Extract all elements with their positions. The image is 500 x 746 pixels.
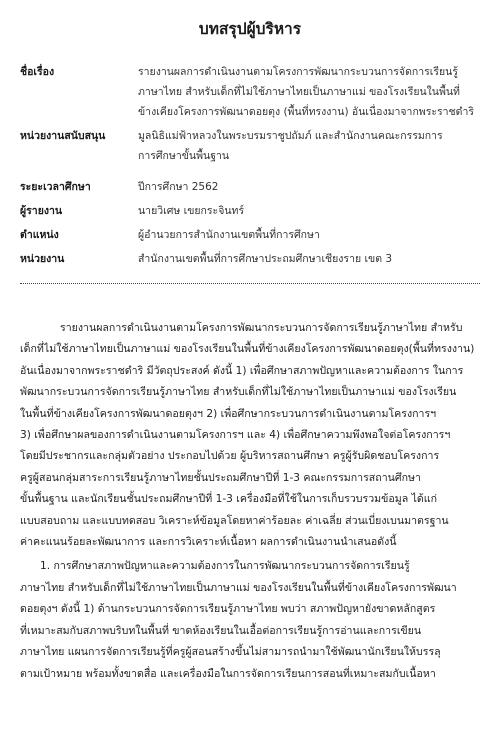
paragraph-line: ดอยตุงฯ ดังนี้ 1) ด้านกระบวนการจัดการเรียนรู้ภาษาไทย พบว่า สภาพปัญหายังขาดหลักสูตร	[20, 603, 436, 616]
paragraph-line: ในพื้นที่ข้างเคียงโครงการพัฒนาดอยตุงฯ 2) เพื่อศึกษากระบวนการดำเนินงานตามโครงการฯ	[20, 407, 437, 420]
meta-value	[138, 201, 498, 221]
meta-label: หน่วยงาน	[20, 253, 65, 265]
meta-value-line: ภาษาไทย สำหรับเด็กที่ไม่ใช้ภาษาไทยเป็นภาษาแม่ ของโรงเรียนในพื้นที่	[138, 86, 460, 98]
paragraph-line: ตามเป้าหมาย พร้อมทั้งขาดสื่อ และเครื่องมือในการจัดการเรียนการสอนที่เหมาะสมกับเนื้อหา	[20, 667, 436, 680]
paragraph-line: โดยมีประชากรและกลุ่มตัวอย่าง ประกอบไปด้วย ผู้บริหารสถานศึกษา ครูผู้รับผิดชอบโครงการ	[20, 450, 440, 463]
findings-paragraph	[20, 556, 480, 684]
paragraph-line: ครูผู้สอนกลุ่มสาระการเรียนรู้ภาษาไทยชั้นประถมศึกษาปีที่ 1-3 คณะกรรมการสถานศึกษา	[20, 471, 421, 484]
meta-value-line: การศึกษาขั้นพื้นฐาน	[138, 150, 230, 162]
meta-value	[138, 225, 498, 245]
meta-value	[138, 126, 498, 166]
meta-label: ชื่อเรื่อง	[20, 66, 55, 78]
dotted-divider	[20, 283, 480, 284]
paragraph-line: พัฒนากระบวนการจัดการเรียนรู้ภาษาไทย สำหรับเด็กที่ไม่ใช้ภาษาไทยเป็นภาษาแม่ ของโรงเรียน	[20, 386, 457, 399]
meta-value-line: นายวิเศษ เขยกระจินทร์	[138, 205, 245, 217]
meta-value	[138, 62, 498, 122]
meta-label: ผู้รายงาน	[20, 205, 63, 217]
meta-value	[138, 177, 498, 197]
meta-label: หน่วยงานสนับสนุน	[20, 130, 106, 142]
paragraph-line: 1. การศึกษาสภาพปัญหาและความต้องการในการพัฒนากระบวนการจัดการเรียนรู้	[40, 560, 410, 573]
paragraph-line: ที่เหมาะสมกับสภาพบริบทในพื้นที่ ขาดห้องเรียนในเอื้อต่อการเรียนรู้การอ่านและการเขียน	[20, 624, 422, 637]
paragraph-line: อันเนื่องมาจากพระราชดำริ มีวัตถุประสงค์ ดังนี้ 1) เพื่อศึกษาสภาพปัญหาและความต้องการ ในการ	[20, 364, 464, 377]
page-title: บทสรุปผู้บริหาร	[198, 19, 302, 38]
paragraph-line: ค่าคะแนนร้อยละพัฒนาการ และการวิเคราะห์เนื้อหา ผลการดำเนินงานนำเสนอดังนี้	[20, 536, 397, 549]
paragraph-line: ภาษาไทย แผนการจัดการเรียนรู้ที่ครูผู้สอนสร้างขึ้นไม่สามารถนำมาใช้พัฒนานักเรียนให้บรรลุ	[20, 646, 441, 659]
summary-body	[20, 318, 480, 685]
paragraph-line: เด็กที่ไม่ใช้ภาษาไทยเป็นภาษาแม่ ของโรงเรียนในพื้นที่ข้างเคียงโครงการพัฒนาดอยตุง(พื้นที่ทรงงาน)	[20, 343, 475, 356]
meta-value-line: ผู้อำนวยการสำนักงานเขตพื้นที่การศึกษา	[138, 229, 320, 241]
meta-value-line: มูลนิธิแม่ฟ้าหลวงในพระบรมราชูปถัมภ์ และสำนักงานคณะกรรมการ	[138, 130, 443, 142]
meta-value-line: ปีการศึกษา 2562	[138, 181, 219, 193]
meta-value	[138, 249, 498, 269]
paragraph-line: รายงานผลการดำเนินงานตามโครงการพัฒนากระบวนการจัดการเรียนรู้ภาษาไทย สำหรับ	[60, 322, 463, 334]
summary-paragraph	[20, 318, 480, 553]
paragraph-line: ภาษาไทย สำหรับเด็กที่ไม่ใช้ภาษาไทยเป็นภาษาแม่ ของโรงเรียนในพื้นที่ข้างเคียงโครงการพัฒนา	[20, 581, 457, 594]
paragraph-line: 3) เพื่อศึกษาผลของการดำเนินงานตามโครงการฯ และ 4) เพื่อศึกษาความพึงพอใจต่อโครงการฯ	[20, 429, 451, 442]
paragraph-line: ขั้นพื้นฐาน และนักเรียนชั้นประถมศึกษาปีที่ 1-3 เครื่องมือที่ใช้ในการเก็บรวบรวมข้อมูล ได้แก่	[20, 493, 438, 506]
meta-value-line: รายงานผลการดำเนินงานตามโครงการพัฒนากระบวนการจัดการเรียนรู้	[138, 66, 458, 78]
paragraph-line: แบบสอบถาม และแบบทดสอบ วิเคราะห์ข้อมูลโดยหาค่าร้อยละ ค่าเฉลี่ย ส่วนเบี่ยงเบนมาตรฐาน	[20, 514, 449, 527]
meta-label: ระยะเวลาศึกษา	[20, 181, 91, 193]
meta-value-line: สำนักงานเขตพื้นที่การศึกษาประถมศึกษาเชียงราย เขต 3	[138, 253, 393, 265]
meta-label: ตำแหน่ง	[20, 229, 59, 241]
meta-value-line: ข้างเคียงโครงการพัฒนาดอยตุง (พื้นที่ทรงงาน) อันเนื่องมาจากพระราชดำริ	[138, 106, 475, 118]
